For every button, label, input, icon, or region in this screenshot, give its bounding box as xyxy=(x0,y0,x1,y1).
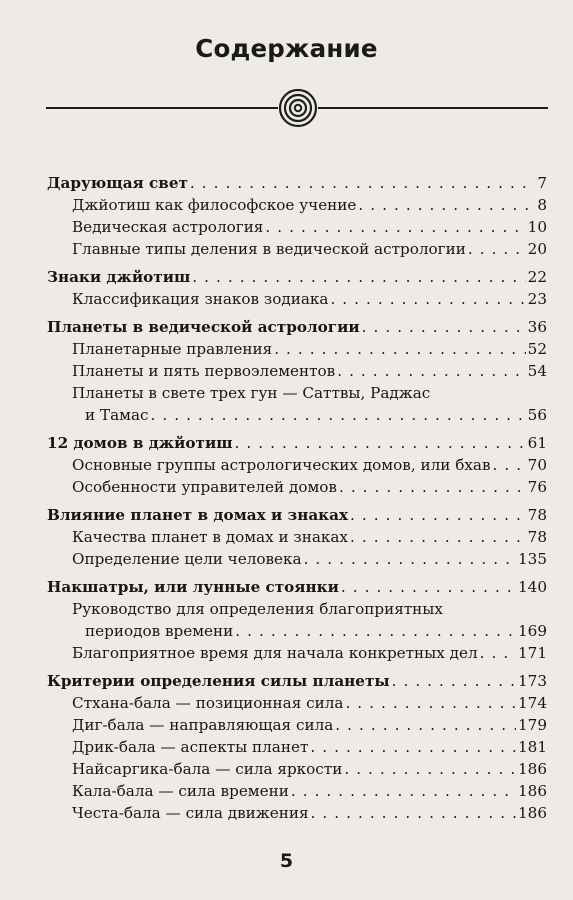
toc-entry-title: Планеты в свете трех гун — Саттвы, Раджас xyxy=(72,384,431,402)
toc-page-number: 171 xyxy=(518,644,547,662)
toc-page-number: 20 xyxy=(527,240,547,258)
dot-leader xyxy=(392,670,516,692)
toc-entry-title: Основные группы астрологических домов, или бхав xyxy=(72,456,491,474)
dot-leader xyxy=(468,238,526,260)
toc-entry-title: Диг-бала — направляющая сила xyxy=(72,716,334,734)
toc-entry-title: Ведическая астрология xyxy=(72,218,264,236)
toc-entry xyxy=(47,620,547,642)
dot-leader xyxy=(274,338,525,360)
toc-page-number: 174 xyxy=(518,694,547,712)
toc-entry-title: Благоприятное время для начала конкретных дел xyxy=(72,644,478,662)
toc-page-number: 52 xyxy=(527,340,547,358)
toc-entry-title: Классификация знаков зодиака xyxy=(72,290,329,308)
toc-entry xyxy=(47,238,547,260)
dot-leader xyxy=(344,758,516,780)
toc-entry xyxy=(47,780,547,802)
toc-entry xyxy=(47,476,547,498)
toc-page-number: 78 xyxy=(527,506,547,524)
toc-entry-title: Накшатры, или лунные стоянки xyxy=(47,578,339,596)
toc-entry xyxy=(47,194,547,216)
toc-entry xyxy=(47,360,547,382)
page-number: 5 xyxy=(279,850,294,872)
dot-leader xyxy=(337,360,525,382)
toc-entry-title: 12 домов в джйотиш xyxy=(47,434,233,452)
toc-entry-title: Найсаргика-бала — сила яркости xyxy=(72,760,343,778)
toc-page-number: 78 xyxy=(527,528,547,546)
toc-section-entry xyxy=(47,576,547,598)
dot-leader xyxy=(350,504,526,526)
toc-entry xyxy=(47,802,547,824)
toc-entry-title: Кала-бала — сила времени xyxy=(72,782,289,800)
toc-entry-title: Знаки джйотиш xyxy=(47,268,191,286)
toc-entry xyxy=(47,692,547,714)
dot-leader xyxy=(190,172,535,194)
toc-entry-title: Планетарные правления xyxy=(72,340,273,358)
toc-entry-title: Особенности управителей домов xyxy=(72,478,337,496)
dot-leader xyxy=(335,714,516,736)
toc-section-entry xyxy=(47,504,547,526)
toc-section-entry xyxy=(47,266,547,288)
toc-section-entry xyxy=(47,670,547,692)
toc-page-number: 22 xyxy=(527,268,547,286)
toc-page-number: 54 xyxy=(527,362,547,380)
toc-entry-title: Планеты в ведической астрологии xyxy=(47,318,360,336)
toc-page-number: 61 xyxy=(527,434,547,452)
toc-page-number: 56 xyxy=(527,406,547,424)
toc-entry xyxy=(47,454,547,476)
toc-entry-title: Планеты и пять первоэлементов xyxy=(72,362,336,380)
toc-entry xyxy=(47,714,547,736)
toc-page-number: 70 xyxy=(527,456,547,474)
toc-entry xyxy=(47,736,547,758)
dot-leader xyxy=(235,432,526,454)
toc-page-number: 140 xyxy=(518,578,547,596)
toc-entry-title: Влияние планет в домах и знаках xyxy=(47,506,349,524)
dot-leader xyxy=(358,194,535,216)
toc-page-number: 186 xyxy=(518,782,547,800)
toc-entry xyxy=(47,216,547,238)
toc-entry-title: Определение цели человека xyxy=(72,550,302,568)
toc-entry-title: периодов времени xyxy=(85,622,234,640)
toc-page-number: 36 xyxy=(527,318,547,336)
dot-leader xyxy=(304,548,516,570)
toc-page-number: 76 xyxy=(527,478,547,496)
toc-page-number: 135 xyxy=(518,550,547,568)
table-of-contents xyxy=(47,172,547,824)
dot-leader xyxy=(339,476,526,498)
dot-leader xyxy=(311,802,516,824)
toc-page-number: 179 xyxy=(518,716,547,734)
dot-leader xyxy=(480,642,516,664)
toc-entry xyxy=(47,338,547,360)
toc-entry-title: Качества планет в домах и знаках xyxy=(72,528,349,546)
toc-section-entry xyxy=(47,316,547,338)
toc-entry-title: Стхана-бала — позиционная сила xyxy=(72,694,344,712)
toc-entry xyxy=(47,288,547,310)
toc-entry-title: Дрик-бала — аспекты планет xyxy=(72,738,309,756)
toc-entry-title: Дарующая свет xyxy=(47,174,188,192)
toc-entry-title: Джйотиш как философское учение xyxy=(72,196,357,214)
toc-page-number: 169 xyxy=(518,622,547,640)
toc-entry xyxy=(47,598,547,620)
toc-page-number: 173 xyxy=(518,672,547,690)
dot-leader xyxy=(345,692,516,714)
toc-entry-title: Честа-бала — сила движения xyxy=(72,804,309,822)
toc-entry xyxy=(47,526,547,548)
toc-page-number: 181 xyxy=(518,738,547,756)
dot-leader xyxy=(235,620,516,642)
page-title: Содержание xyxy=(195,34,378,63)
toc-entry xyxy=(47,548,547,570)
toc-entry-title: Руководство для определения благоприятных xyxy=(72,600,443,618)
dot-leader xyxy=(291,780,516,802)
toc-page-number: 10 xyxy=(527,218,547,236)
toc-entry-title: Критерии определения силы планеты xyxy=(47,672,390,690)
concentric-circles-ornament-icon xyxy=(278,88,318,128)
toc-page-number: 23 xyxy=(527,290,547,308)
toc-entry-title: Главные типы деления в ведической астрологии xyxy=(72,240,466,258)
toc-section-entry xyxy=(47,432,547,454)
toc-section-entry xyxy=(47,172,547,194)
toc-page-number: 186 xyxy=(518,760,547,778)
toc-entry xyxy=(47,758,547,780)
dot-leader xyxy=(265,216,525,238)
dot-leader xyxy=(493,454,526,476)
toc-entry xyxy=(47,642,547,664)
dot-leader xyxy=(330,288,525,310)
toc-entry xyxy=(47,382,547,404)
dot-leader xyxy=(192,266,525,288)
toc-entry-title: и Тамас xyxy=(85,406,149,424)
dot-leader xyxy=(350,526,526,548)
toc-entry xyxy=(47,404,547,426)
dot-leader xyxy=(362,316,526,338)
dot-leader xyxy=(341,576,516,598)
toc-page-number: 8 xyxy=(537,196,547,214)
toc-page-number: 186 xyxy=(518,804,547,822)
toc-page-number: 7 xyxy=(537,174,547,192)
dot-leader xyxy=(151,404,526,426)
dot-leader xyxy=(310,736,516,758)
divider-left xyxy=(46,107,278,109)
divider-right xyxy=(318,107,548,109)
